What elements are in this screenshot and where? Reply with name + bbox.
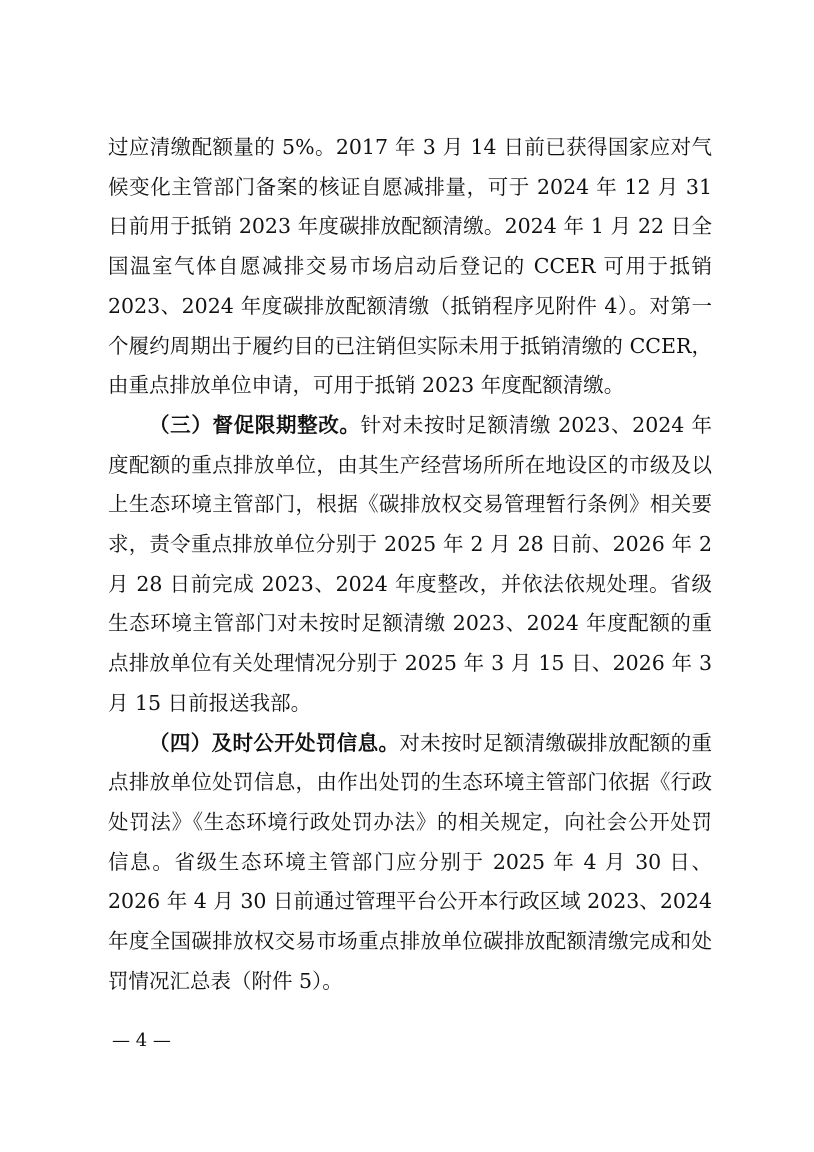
paragraph-text: 对未按时足额清缴碳排放配额的重点排放单位处罚信息，由作出处罚的生态环境主管部门依据《行政处罚法》《生态环境行政处罚办法》的相关规定，向社会公开处罚信息。省级生态环境主管部门应分别于 2025 年 4 月 30 日、2026 年 4 月 30 日前通过管理平台公开本行政区域 2023、2024 年度全国碳排放权交易市场重点排放单位碳排放配额清缴完成和处罚情况汇总表（附件 5）。: [108, 730, 713, 993]
page-number: — 4 —: [112, 1030, 171, 1051]
paragraph-text: 针对未按时足额清缴 2023、2024 年度配额的重点排放单位，由其生产经营场所所在地设区的市级及以上生态环境主管部门，根据《碳排放权交易管理暂行条例》相关要求，责令重点排放单位分别于 2025 年 2 月 28 日前、2026 年 2 月 28 日前完成 2023、2024 年度整改，并依法依规处理。省级生态环境主管部门对未按时足额清缴 2023、2024 年度配额的重点排放单位有关处理情况分别于 2025 年 3 月 15 日、2026 年 3 月 15 日前报送我部。: [108, 412, 713, 715]
paragraph-offset-continuation: [108, 128, 712, 406]
paragraph-heading: （三）督促限期整改。: [149, 412, 361, 437]
paragraph-penalty-disclosure: [108, 724, 712, 1002]
paragraph-text: 过应清缴配额量的 5%。2017 年 3 月 14 日前已获得国家应对气候变化主管部门备案的核证自愿减排量，可于 2024 年 12 月 31 日前用于抵销 2023 年度碳排放配额清缴。2024 年 1 月 22 日全国温室气体自愿减排交易市场启动后登记的 CCER 可用于抵销 2023、2024 年度碳排放配额清缴（抵销程序见附件 4）。对第一个履约周期出于履约目的已注销但实际未用于抵销清缴的 CCER，由重点排放单位申请，可用于抵销 2023 年度配额清缴。: [108, 135, 712, 398]
paragraph-heading: （四）及时公开处罚信息。: [149, 730, 400, 755]
paragraph-rectification: [108, 406, 712, 724]
document-body: [108, 128, 712, 1001]
